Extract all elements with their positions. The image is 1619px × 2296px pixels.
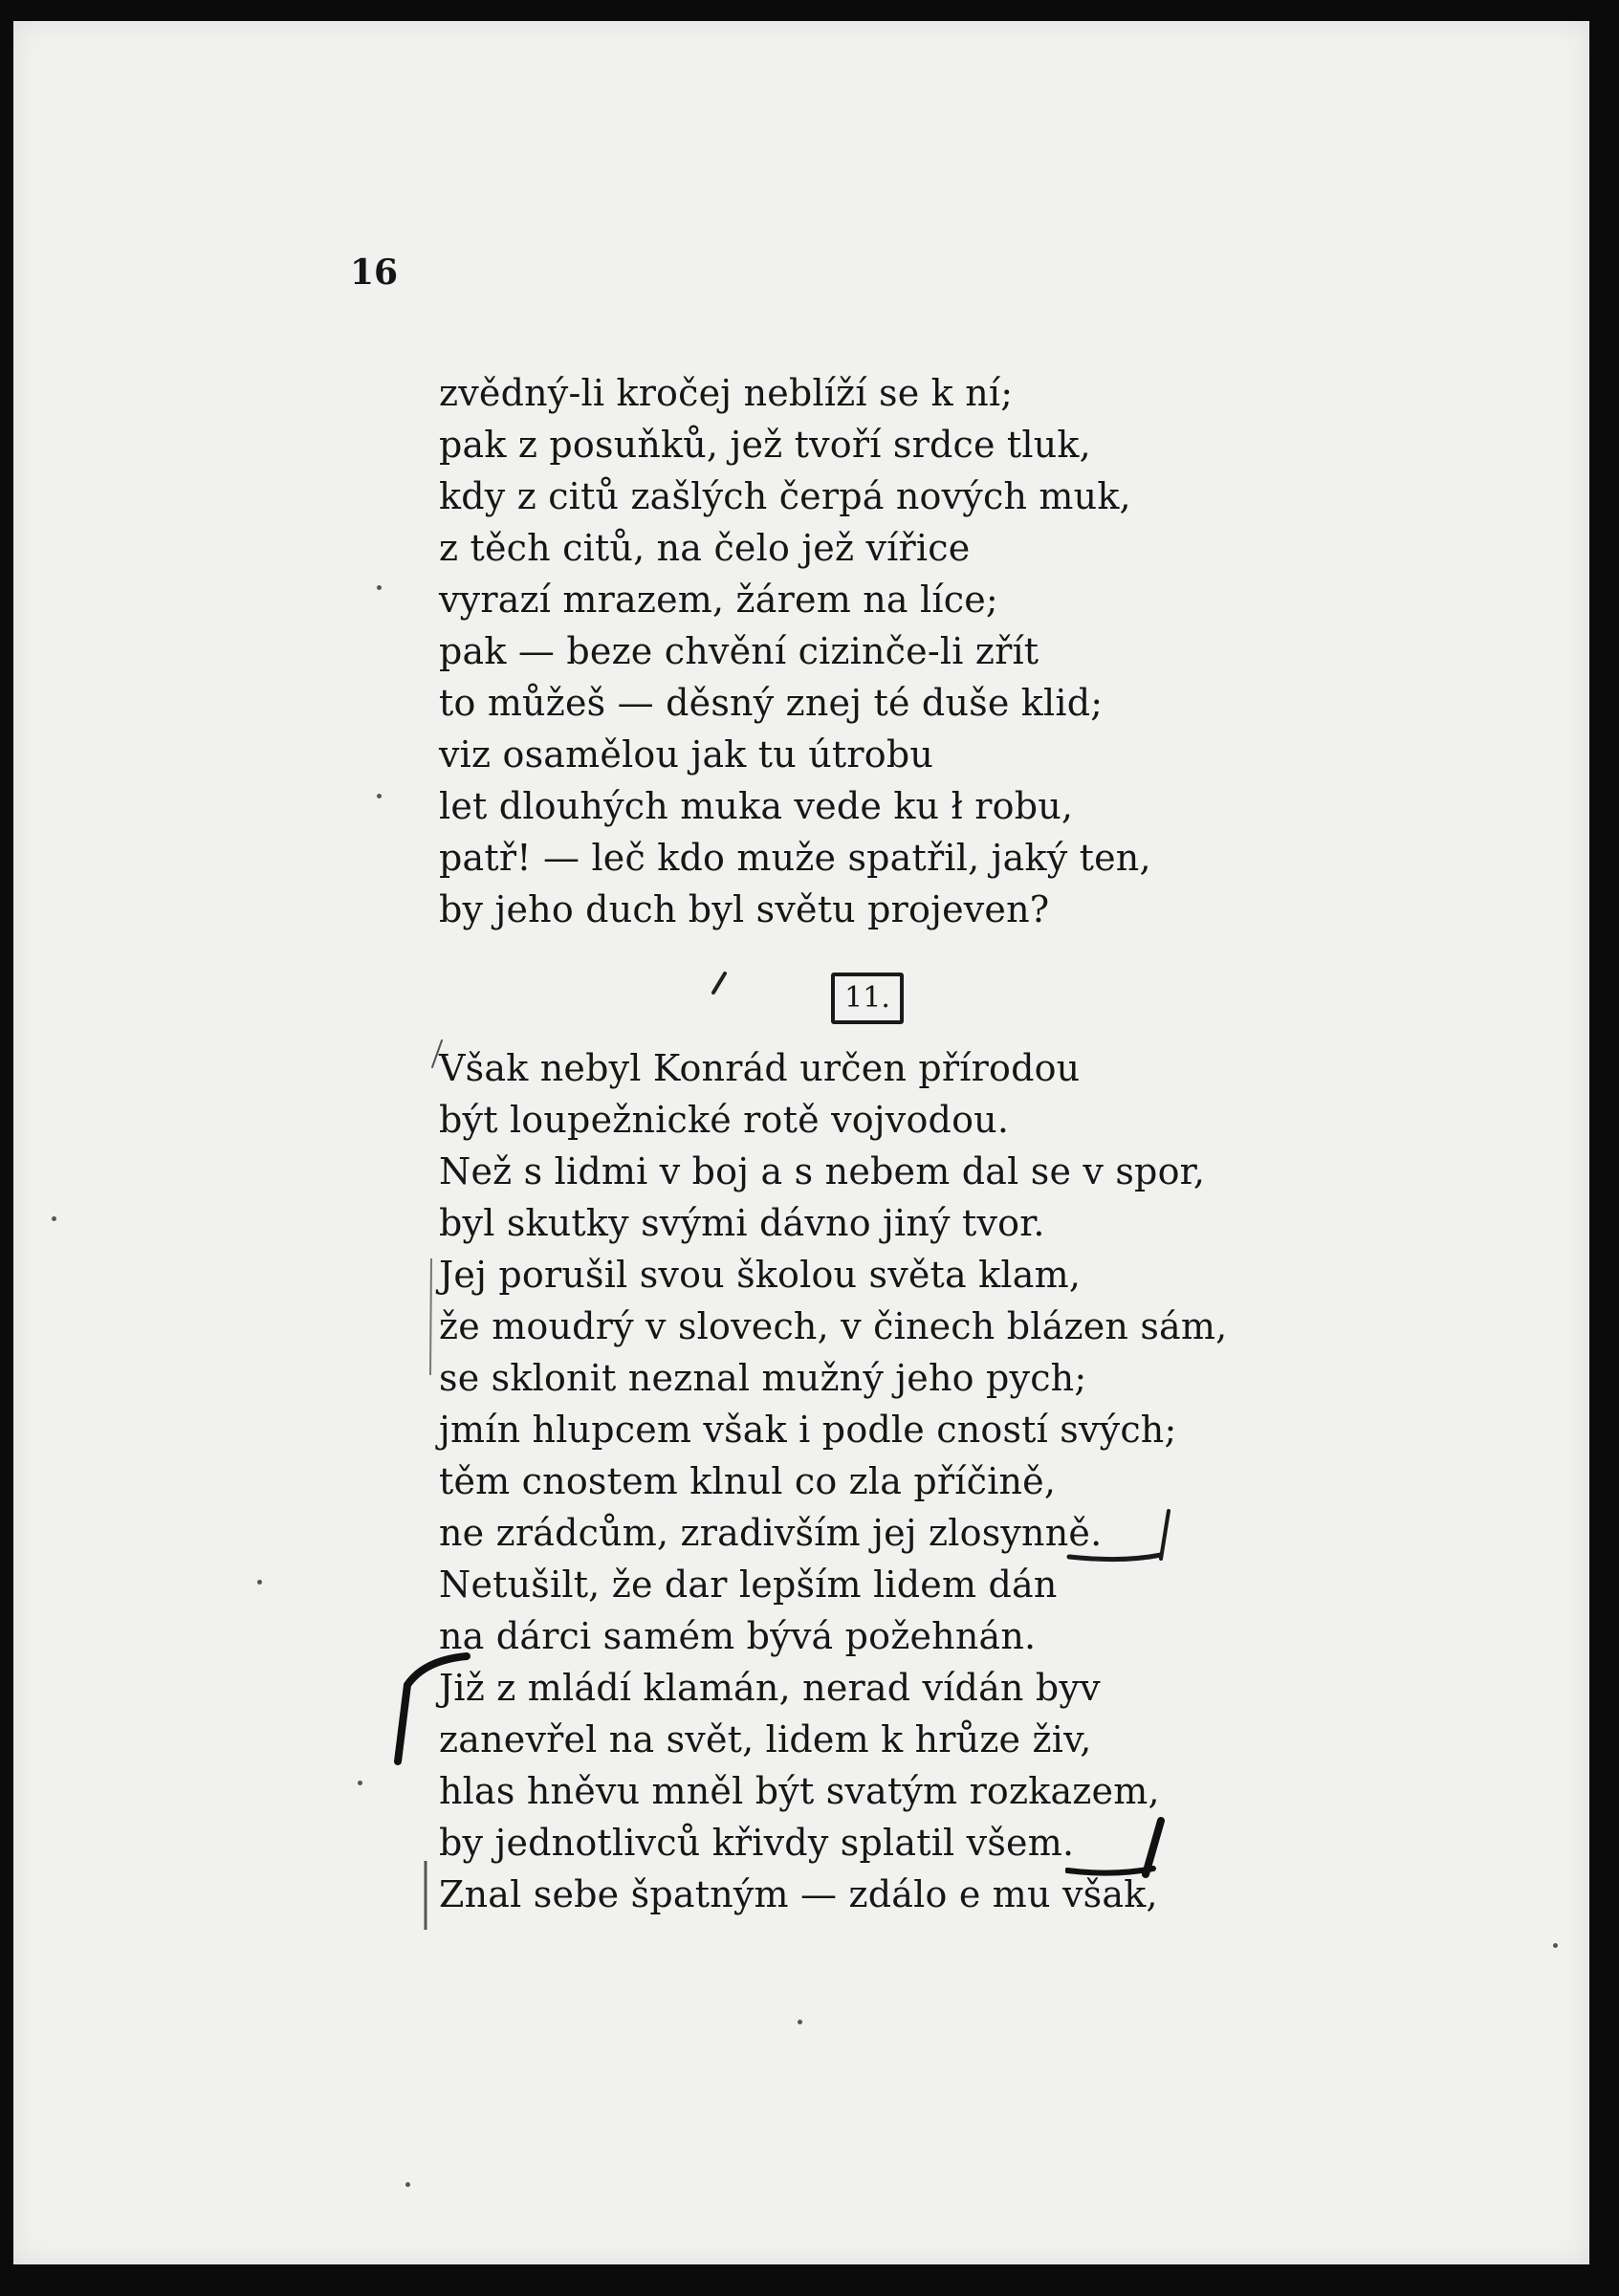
scan-speck: [377, 585, 382, 590]
verse-line: se sklonit neznal mužný jeho pych;: [439, 1357, 1087, 1399]
verse-line: těm cnostem klnul co zla příčině,: [439, 1460, 1057, 1502]
verse-line: Než s lidmi v boj a s nebem dal se v spor,: [439, 1150, 1206, 1192]
verse-line: být loupežnické rotě vojvodou.: [439, 1099, 1010, 1141]
verse-line: to můžeš — děsný znej té duše klid;: [439, 682, 1104, 724]
pencil-tick-mark: [427, 1035, 449, 1073]
verse-line: na dárci samém bývá požehnán.: [439, 1615, 1037, 1657]
verse-line: let dlouhých muka vede ku ł robu,: [439, 785, 1074, 827]
scan-speck: [1553, 1943, 1558, 1948]
verse-line: Netušilt, že dar lepším lidem dán: [439, 1563, 1058, 1606]
verse-line: jmín hlupcem však i podle cností svých;: [439, 1409, 1177, 1451]
margin-line-mark: [425, 1255, 438, 1379]
verse-line: vyrazí mrazem, žárem na líce;: [439, 579, 998, 621]
scan-speck: [358, 1781, 362, 1785]
verse-line: zanevřel na svět, lidem k hrůze živ,: [439, 1718, 1092, 1760]
verse-line: kdy z citů zašlých čerpá nových muk,: [439, 475, 1131, 517]
ink-underline-mark: [1065, 1809, 1180, 1886]
verse-line: viz osamělou jak tu útrobu: [439, 733, 934, 776]
verse-line: byl skutky svými dávno jiný tvor.: [439, 1202, 1045, 1244]
scan-speck: [52, 1216, 56, 1221]
verse-line: Znal sebe špatným — zdálo e mu však,: [439, 1873, 1158, 1915]
verse-line: hlas hněvu mněl být svatým rozkazem,: [439, 1770, 1160, 1812]
verse-line: Jej porušil svou školou světa klam,: [439, 1254, 1082, 1296]
ink-bracket-mark: [386, 1647, 472, 1771]
verse-line: zvědný-li kročej neblíží se k ní;: [439, 372, 1014, 414]
page-number: 16: [350, 252, 399, 293]
verse-line: Již z mládí klamán, nerad vídán byv: [439, 1667, 1101, 1709]
verse-line: by jednotlivců křivdy splatil všem.: [439, 1822, 1075, 1864]
pencil-tick-mark: [706, 968, 734, 996]
margin-line-mark: [419, 1857, 432, 1934]
section-number-box: 11.: [831, 973, 904, 1024]
verse-line: patř! — leč kdo muže spatřil, jaký ten,: [439, 837, 1151, 879]
book-page: [13, 21, 1589, 2264]
verse-line: že moudrý v slovech, v činech blázen sám,: [439, 1305, 1228, 1347]
scan-speck: [377, 794, 382, 798]
ink-underline-mark: [1065, 1503, 1180, 1570]
scan-speck: [798, 2020, 802, 2024]
verse-line: ne zrádcům, zradivším jej zlosynně.: [439, 1512, 1103, 1554]
verse-line: pak z posuňků, jež tvoří srdce tluk,: [439, 424, 1091, 466]
scan-speck: [405, 2182, 410, 2187]
stanza-2: [439, 1042, 1227, 1920]
verse-line: Však nebyl Konrád určen přírodou: [439, 1047, 1081, 1089]
verse-line: by jeho duch byl světu projeven?: [439, 888, 1050, 930]
verse-line: z těch citů, na čelo jež vířice: [439, 527, 971, 569]
verse-line: pak — beze chvění cizinče-li zřít: [439, 630, 1039, 672]
stanza-1: [439, 367, 1151, 935]
scan-speck: [257, 1580, 262, 1585]
